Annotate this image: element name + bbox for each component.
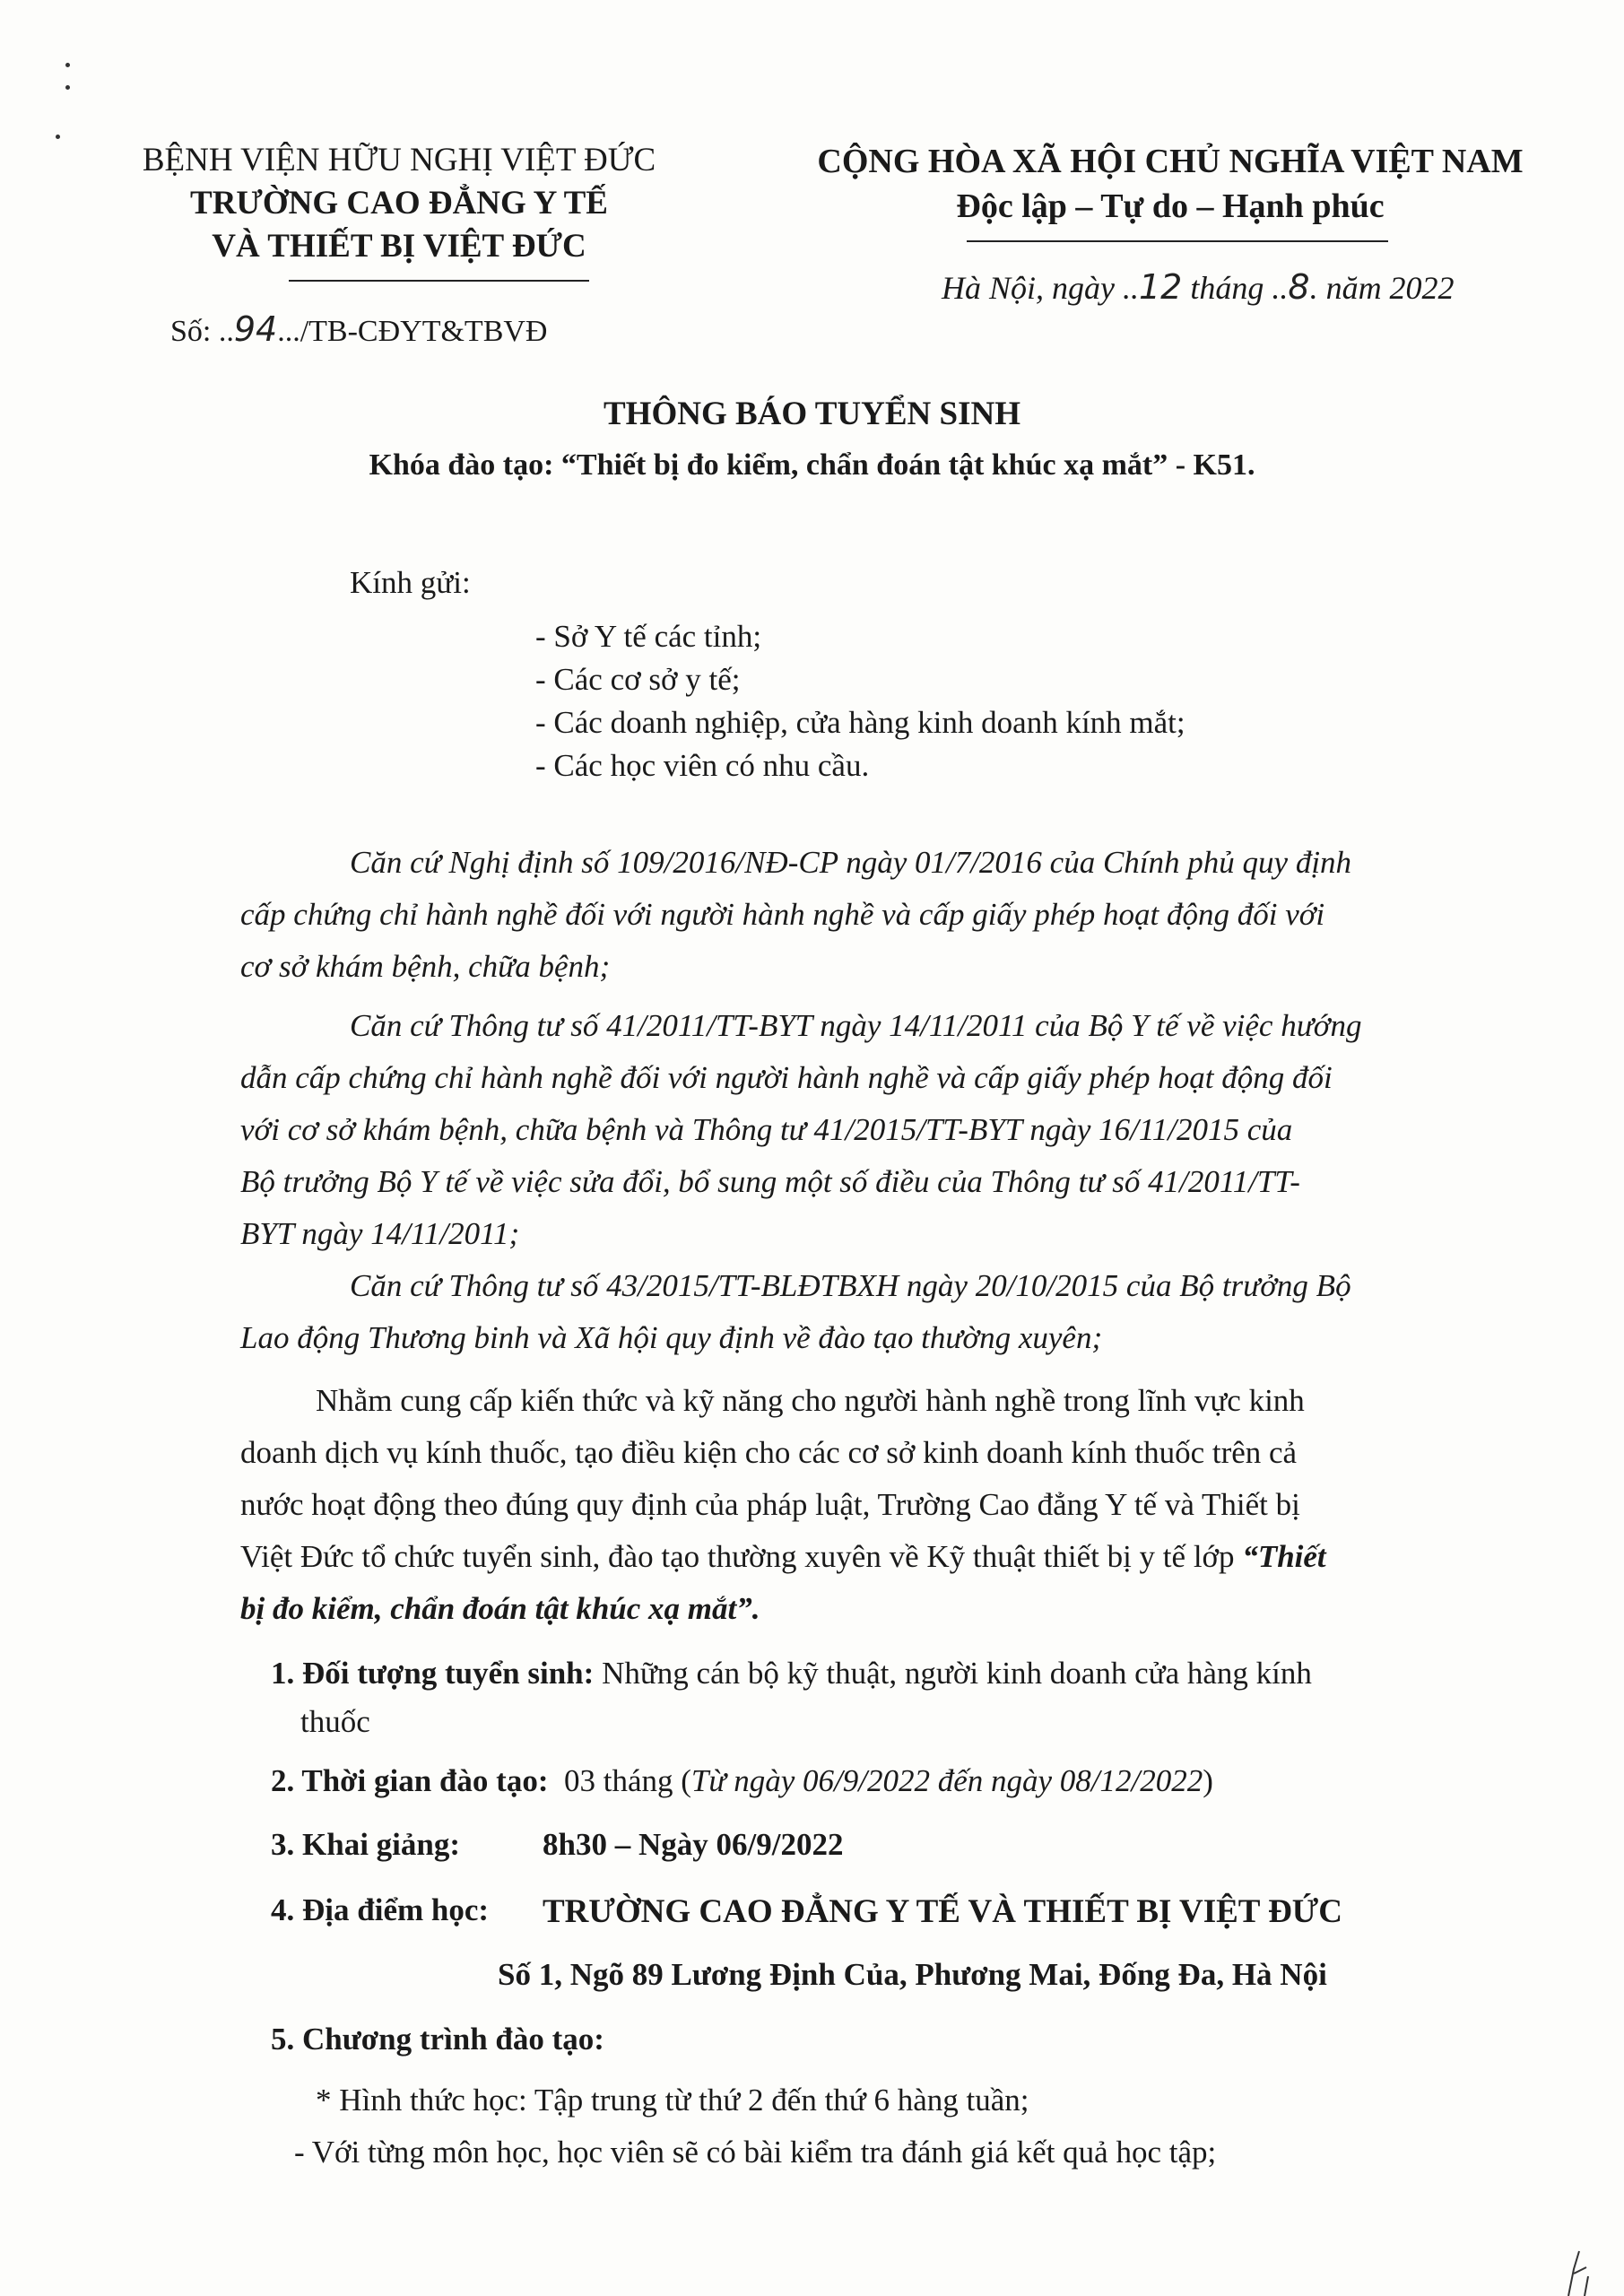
- item-1-continuation: thuốc: [300, 1704, 370, 1739]
- issuer-line-2: TRƯỜNG CAO ĐẲNG Y TẾ: [190, 185, 608, 222]
- document-title: THÔNG BÁO TUYỂN SINH: [604, 396, 1020, 432]
- intro-line-4-text: Việt Đức tổ chức tuyển sinh, đào tạo thường xuyên về Kỹ thuật thiết bị y tế lớp: [240, 1539, 1243, 1574]
- doc-number-suffix: .../TB-CĐYT&TBVĐ: [277, 315, 548, 348]
- intro-line-2: doanh dịch vụ kính thuốc, tạo điều kiện cho các cơ sở kinh doanh kính thuốc trên cả: [240, 1435, 1298, 1470]
- document-subtitle: Khóa đào tạo: “Thiết bị đo kiểm, chẩn đoán tật khúc xạ mắt” - K51.: [369, 448, 1255, 482]
- intro-line-1: Nhằm cung cấp kiến thức và kỹ năng cho người hành nghề trong lĩnh vực kinh: [316, 1383, 1305, 1418]
- item-2: [271, 1763, 1213, 1799]
- item-5-assessment: - Với từng môn học, học viên sẽ có bài kiểm tra đánh giá kết quả học tập;: [294, 2135, 1217, 2170]
- intro-course-name-start: “Thiết: [1242, 1539, 1326, 1574]
- national-motto-block: [758, 139, 1583, 229]
- intro-line-3: nước hoạt động theo đúng quy định của pháp luật, Trường Cao đẳng Y tế và Thiết bị: [240, 1487, 1300, 1522]
- legal-basis-2-line-4: Bộ trưởng Bộ Y tế về việc sửa đổi, bổ sung một số điều của Thông tư số 41/2011/TT-: [240, 1164, 1300, 1199]
- legal-basis-1-line-2: cấp chứng chỉ hành nghề đối với người hành nghề và cấp giấy phép hoạt động đối với: [240, 897, 1325, 932]
- recipient-item: - Sở Y tế các tỉnh;: [535, 619, 762, 654]
- handwritten-mark-icon: [1561, 2233, 1597, 2296]
- doc-number-prefix: Số: ..: [170, 315, 234, 348]
- item-5-label: 5. Chương trình đào tạo:: [271, 2022, 604, 2057]
- issuer-underline: [289, 280, 589, 282]
- item-1-label: 1. Đối tượng tuyển sinh:: [271, 1656, 595, 1691]
- item-2-text: 03 tháng (: [564, 1763, 691, 1798]
- item-2-label: 2. Thời gian đào tạo:: [271, 1763, 549, 1798]
- recipient-item: - Các cơ sở y tế;: [535, 662, 741, 697]
- country-name: CỘNG HÒA XÃ HỘI CHỦ NGHĨA VIỆT NAM: [817, 143, 1524, 180]
- item-2-dates: Từ ngày 06/9/2022 đến ngày 08/12/2022: [690, 1763, 1203, 1798]
- item-3-text: 8h30 – Ngày 06/9/2022: [543, 1827, 844, 1862]
- item-3: [271, 1827, 460, 1863]
- scan-speck: [65, 85, 70, 90]
- date-suffix: . năm 2022: [1309, 270, 1455, 306]
- legal-basis-1-line-1: Căn cứ Nghị định số 109/2016/NĐ-CP ngày 01/7/2016 của Chính phủ quy định: [350, 845, 1352, 880]
- item-1: [271, 1656, 1312, 1692]
- document-number: [170, 309, 548, 349]
- legal-basis-2-line-3: với cơ sở khám bệnh, chữa bệnh và Thông tư 41/2015/TT-BYT ngày 16/11/2015 của: [240, 1112, 1293, 1147]
- item-4-label: 4. Địa điểm học:: [271, 1892, 490, 1927]
- recipient-item: - Các học viên có nhu cầu.: [535, 748, 870, 783]
- motto-underline: [967, 240, 1388, 242]
- issue-date: [942, 267, 1455, 307]
- intro-course-name-end: bị đo kiểm, chẩn đoán tật khúc xạ mắt”.: [240, 1591, 760, 1626]
- date-day-handwritten: 12: [1139, 267, 1183, 307]
- date-prefix: Hà Nội, ngày ..: [942, 270, 1139, 306]
- item-1-text: Những cán bộ kỹ thuật, người kinh doanh cửa hàng kính: [594, 1656, 1312, 1691]
- item-2-close: ): [1203, 1763, 1213, 1798]
- date-month-handwritten: 8: [1288, 267, 1310, 307]
- legal-basis-2-line-2: dẫn cấp chứng chỉ hành nghề đối với người hành nghề và cấp giấy phép hoạt động đối: [240, 1060, 1333, 1095]
- legal-basis-3-line-1: Căn cứ Thông tư số 43/2015/TT-BLĐTBXH ngày 20/10/2015 của Bộ trưởng Bộ: [350, 1268, 1351, 1303]
- doc-number-handwritten: 94: [233, 309, 278, 349]
- legal-basis-3-line-2: Lao động Thương binh và Xã hội quy định về đào tạo thường xuyên;: [240, 1320, 1103, 1355]
- intro-line-4: [240, 1539, 1326, 1575]
- legal-basis-2-line-5: BYT ngày 14/11/2011;: [240, 1216, 520, 1251]
- item-4: [271, 1892, 489, 1928]
- item-5: [271, 2022, 604, 2057]
- scan-speck: [56, 135, 60, 139]
- item-3-label: 3. Khai giảng:: [271, 1827, 461, 1862]
- recipient-item: - Các doanh nghiệp, cửa hàng kinh doanh kính mắt;: [535, 705, 1185, 740]
- motto: Độc lập – Tự do – Hạnh phúc: [956, 187, 1385, 225]
- scan-speck: [65, 63, 70, 67]
- item-4-school: TRƯỜNG CAO ĐẲNG Y TẾ VÀ THIẾT BỊ VIỆT ĐỨC: [543, 1893, 1342, 1930]
- issuer-line-1: BỆNH VIỆN HỮU NGHỊ VIỆT ĐỨC: [142, 142, 656, 178]
- issuer-line-3: VÀ THIẾT BỊ VIỆT ĐỨC: [212, 228, 586, 265]
- item-4-address: Số 1, Ngõ 89 Lương Định Của, Phương Mai, Đống Đa, Hà Nội: [498, 1957, 1327, 1992]
- salutation: Kính gửi:: [350, 565, 471, 600]
- legal-basis-1-line-3: cơ sở khám bệnh, chữa bệnh;: [240, 949, 611, 984]
- item-5-format: * Hình thức học: Tập trung từ thứ 2 đến thứ 6 hàng tuần;: [316, 2083, 1029, 2118]
- date-mid: tháng ..: [1182, 270, 1289, 306]
- legal-basis-2-line-1: Căn cứ Thông tư số 41/2011/TT-BYT ngày 14/11/2011 của Bộ Y tế về việc hướng: [350, 1008, 1362, 1043]
- issuer-block: [85, 139, 713, 268]
